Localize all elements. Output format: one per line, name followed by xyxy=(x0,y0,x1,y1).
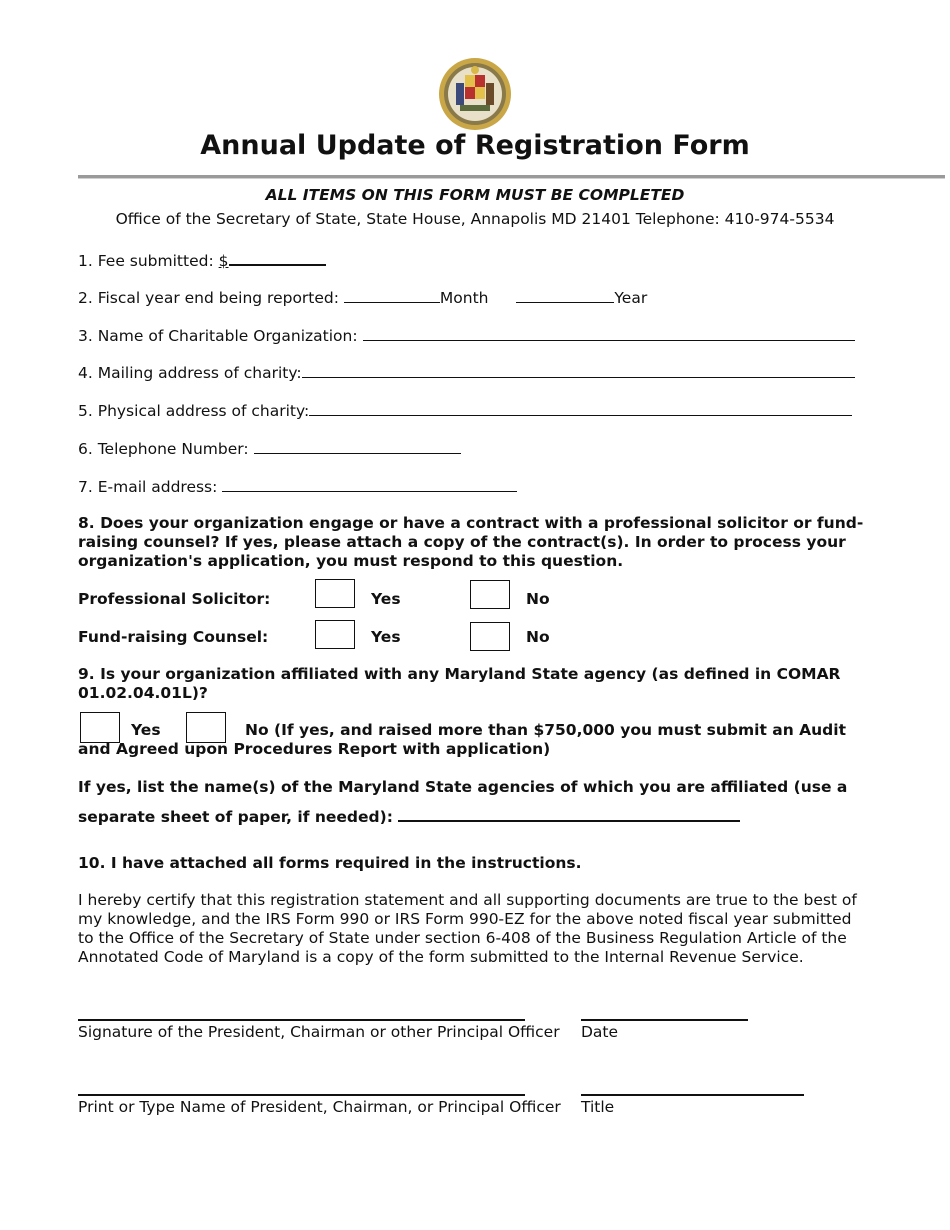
email-label: 7. E-mail address: xyxy=(78,478,218,496)
agency-list-instruction: If yes, list the name(s) of the Maryland State agencies of which you are affiliated (use a xyxy=(78,778,848,796)
org-name-label: 3. Name of Charitable Organization: xyxy=(78,327,358,345)
telephone-row xyxy=(78,439,461,459)
question-10: 10. I have attached all forms required in the instructions. xyxy=(78,854,582,872)
printed-name-line[interactable] xyxy=(78,1094,525,1096)
solicitor-yes-label: Yes xyxy=(371,590,401,608)
email-row xyxy=(78,477,517,497)
counsel-yes-checkbox[interactable] xyxy=(315,620,355,649)
agency-no-note: and Agreed upon Procedures Report with application) xyxy=(78,740,551,758)
fee-currency: $ xyxy=(218,252,229,270)
counsel-no-label: No xyxy=(526,628,550,646)
fiscal-year-row xyxy=(78,288,647,308)
agency-list-label: separate sheet of paper, if needed): xyxy=(78,808,393,826)
fiscal-month-label: Month xyxy=(439,289,489,307)
org-name-row xyxy=(78,326,855,346)
question-9: 9. Is your organization affiliated with any Maryland State agency (as defined in COMAR 01.02.04.01L)? xyxy=(78,665,841,702)
telephone-label: 6. Telephone Number: xyxy=(78,440,249,458)
counsel-label: Fund-raising Counsel: xyxy=(78,628,269,646)
counsel-no-checkbox[interactable] xyxy=(470,622,510,651)
title-divider xyxy=(78,175,945,179)
solicitor-no-label: No xyxy=(526,590,550,608)
agency-list-row xyxy=(78,806,740,827)
agency-yes-label: Yes xyxy=(131,721,161,739)
fiscal-month-input[interactable] xyxy=(344,288,440,303)
title-label: Title xyxy=(581,1098,615,1116)
solicitor-label: Professional Solicitor: xyxy=(78,590,271,608)
question-8: 8. Does your organization engage or have a contract with a professional solicitor or fund-raising counsel? If yes, please attach a copy of the contract(s). In order to process your organization's application, you must respond to this question. xyxy=(78,514,864,570)
signature-label: Signature of the President, Chairman or other Principal Officer xyxy=(78,1023,560,1041)
agency-list-input[interactable] xyxy=(398,806,740,822)
signature-line[interactable] xyxy=(78,1019,525,1021)
org-name-input[interactable] xyxy=(363,326,855,341)
fee-label: 1. Fee submitted: xyxy=(78,252,214,270)
maryland-seal-image xyxy=(438,57,512,131)
fiscal-label: 2. Fiscal year end being reported: xyxy=(78,289,339,307)
date-label: Date xyxy=(581,1023,619,1041)
fee-row xyxy=(78,250,326,271)
mailing-address-row xyxy=(78,363,855,383)
solicitor-yes-checkbox[interactable] xyxy=(315,579,355,608)
fiscal-year-label: Year xyxy=(614,289,648,307)
office-address: Office of the Secretary of State, State House, Annapolis MD 21401 Telephone: 410-974-5534 xyxy=(115,210,835,228)
date-line[interactable] xyxy=(581,1019,748,1021)
physical-address-row xyxy=(78,401,852,421)
form-title: Annual Update of Registration Form xyxy=(200,130,750,161)
mailing-address-label: 4. Mailing address of charity: xyxy=(78,364,302,382)
agency-yes-checkbox[interactable] xyxy=(80,712,120,743)
completion-notice: ALL ITEMS ON THIS FORM MUST BE COMPLETED xyxy=(265,186,685,204)
printed-name-label: Print or Type Name of President, Chairman, or Principal Officer xyxy=(78,1098,561,1116)
physical-address-label: 5. Physical address of charity: xyxy=(78,402,310,420)
fiscal-year-input[interactable] xyxy=(516,288,614,303)
telephone-input[interactable] xyxy=(254,439,461,454)
agency-no-label: No (If yes, and raised more than $750,000 you must submit an Audit xyxy=(245,721,846,739)
physical-address-input[interactable] xyxy=(309,401,852,416)
fee-input[interactable] xyxy=(229,250,326,266)
title-line[interactable] xyxy=(581,1094,804,1096)
solicitor-no-checkbox[interactable] xyxy=(470,580,510,609)
counsel-yes-label: Yes xyxy=(371,628,401,646)
certification-text: I hereby certify that this registration statement and all supporting documents are true to the best of my knowledge, and the IRS Form 990 or IRS Form 990-EZ for the above noted fiscal year submitted to the Office of the Secretary of State under section 6-408 of the Business Regulation Article of the Annotated Code of Maryland is a copy of the form submitted to the Internal Revenue Service. xyxy=(78,891,857,966)
email-input[interactable] xyxy=(222,477,517,492)
agency-no-checkbox[interactable] xyxy=(186,712,226,743)
mailing-address-input[interactable] xyxy=(302,363,855,378)
